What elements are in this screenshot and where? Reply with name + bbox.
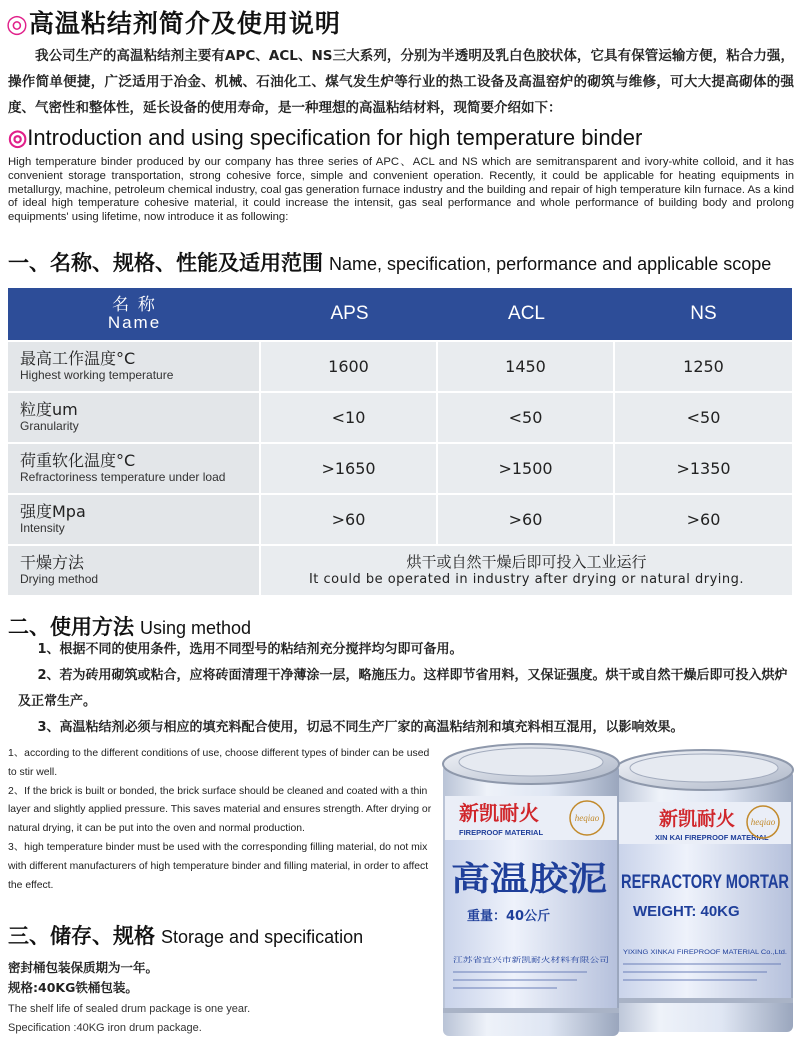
row-label	[8, 342, 261, 391]
storage-line: 密封桶包装保质期为一年。	[8, 960, 159, 975]
table-cell: <10	[261, 393, 438, 442]
right-title-text: REFRACTORY MORTAR	[621, 872, 790, 893]
row-label-en: Highest working temperature	[20, 368, 174, 382]
using-method-en	[8, 745, 440, 895]
list-item: 1、according to the different conditions of use, choose different types of binder can be used to stir well.	[8, 748, 430, 778]
table-row	[8, 495, 792, 544]
intro-body-en: High temperature binder produced by our company has three series of APC、ACL and NS which are semitransparent and ivory-white colloid, and it has convenient storage transportation, strong cohesive force, simple and convenient operation. Recently, it could be applicable for heating equipments in metallurgy, machine, petroleum chemical industry, coal gas generation furnace industry and the building and repair of high temperature kiln furnace. As a kind of ideal high temperature cohesive material, it could increase the intensit, gas seal performance and whole performance of building body and prolong equipments' using lifetime, now introduce it as following:	[8, 156, 794, 224]
table-cell: <50	[615, 393, 792, 442]
right-weight-text: WEIGHT: 40KG	[633, 903, 740, 920]
table-cell: >1500	[438, 444, 615, 493]
row-label	[8, 444, 261, 493]
list-item: 3、high temperature binder must be used with the corresponding filling material, do not mix with different manufacturers of high temperature binder and filling material, in order to affect the effect.	[8, 841, 429, 891]
right-logo-text: heqiao	[750, 817, 776, 827]
col-header-ns: NS	[615, 288, 792, 340]
row-label-cn: 荷重软化温度°C	[20, 451, 136, 470]
table-cell: 1250	[615, 342, 792, 391]
spec-table	[8, 286, 792, 597]
right-maker-text: YIXING XINKAI FIREPROOF MATERIAL Co.,Ltd.	[623, 949, 788, 956]
drying-value-en: It could be operated in industry after drying or natural drying.	[308, 572, 745, 587]
list-item: 2、If the brick is built or bonded, the brick surface should be cleaned and coated with a thin layer and slightly applied pressure. This saves material and ensures strength. After drying or natural drying, it can be put into the oven and normal production.	[8, 785, 432, 835]
circle-bullet-icon: ◎	[8, 125, 28, 150]
right-drum	[615, 750, 793, 1032]
section2-title-en: Using method	[140, 618, 252, 638]
table-cell: >1650	[261, 444, 438, 493]
product-drums-image	[437, 740, 800, 1042]
drying-value-cn: 烘干或自然干燥后即可投入工业运行	[406, 553, 647, 571]
storage-line: The shelf life of sealed drum package is one year.	[8, 1003, 251, 1015]
storage-line: 规格:40KG铁桶包装。	[8, 980, 138, 995]
section1-title	[8, 247, 771, 277]
section3-title-en: Storage and specification	[161, 927, 364, 947]
left-weight-text: 重量：40公斤	[467, 909, 551, 924]
name-header-cn: 名 称	[112, 295, 157, 314]
table-cell: 1600	[261, 342, 438, 391]
intro-title-cn-text: 高温粘结剂简介及使用说明	[28, 9, 341, 38]
drying-method-cell	[261, 546, 792, 595]
table-row-drying	[8, 546, 792, 595]
left-sub-text: FIREPROOF MATERIAL	[459, 828, 544, 837]
left-drum	[443, 744, 619, 1036]
list-item: 1、根据不同的使用条件，选用不同型号的粘结剂充分搅拌均匀即可备用。	[37, 642, 463, 657]
right-brand-text: 新凯耐火	[659, 808, 736, 830]
section3-title	[8, 920, 363, 950]
table-cell: >60	[261, 495, 438, 544]
row-label-en: Granularity	[20, 419, 79, 433]
table-row	[8, 444, 792, 493]
list-item: 3、高温粘结剂必须与相应的填充料配合使用，切忌不同生产厂家的高温粘结剂和填充料相互混用，以影响效果。	[37, 720, 684, 735]
intro-body-cn: 我公司生产的高温粘结剂主要有APC、ACL、NS三大系列，分别为半透明及乳白色胶状体，它具有保管运输方便，粘合力强，操作简单便捷，广泛适用于冶金、机械、石油化工、煤气发生炉等行业的热工设备及高温窑炉的砌筑与维修，可大大提高砌体的强度、气密性和整体性，延长设备的使用寿命，是一种理想的高温粘结材料，现简要介绍如下：	[8, 48, 794, 116]
row-label-cn: 粒度um	[20, 400, 78, 419]
row-label	[8, 393, 261, 442]
left-maker-text: 江苏省宜兴市新凯耐火材料有限公司	[453, 956, 565, 964]
col-header-acl: ACL	[438, 288, 615, 340]
name-header-en: Name	[107, 313, 162, 332]
spec-table-header	[8, 288, 792, 340]
intro-title-en	[8, 125, 642, 151]
table-cell: 1450	[438, 342, 615, 391]
left-brand-text: 新凯耐火	[459, 801, 539, 825]
right-sub-text: XIN KAI FIREPROOF MATERIAL	[655, 833, 769, 842]
row-label-en: Refractoriness temperature under load	[20, 470, 226, 484]
name-header	[8, 288, 261, 340]
row-label-cn: 干燥方法	[20, 553, 85, 572]
left-title-text: 高温胶泥	[451, 859, 607, 898]
table-row	[8, 342, 792, 391]
row-label	[8, 495, 261, 544]
row-label	[8, 546, 261, 595]
storage-en	[8, 1000, 250, 1038]
table-cell: >1350	[615, 444, 792, 493]
table-cell: >60	[615, 495, 792, 544]
section3-title-cn: 三、储存、规格	[8, 924, 155, 948]
row-label-cn: 强度Mpa	[20, 502, 86, 521]
left-logo-text: heqiao	[574, 813, 600, 823]
using-method-cn	[18, 637, 793, 741]
section1-title-cn: 一、名称、规格、性能及适用范围	[8, 251, 323, 275]
intro-title-cn	[6, 4, 341, 40]
section2-title-cn: 二、使用方法	[8, 615, 134, 639]
table-cell: >60	[438, 495, 615, 544]
list-item: 2、若为砖用砌筑或粘合，应将砖面清理干净薄涂一层，略施压力。这样即节省用料，又保证强度。烘干或自然干燥后即可投入烘炉及正常生产。	[18, 668, 788, 709]
table-cell: <50	[438, 393, 615, 442]
intro-title-en-text: Introduction and using specification for high temperature binder	[27, 125, 643, 150]
storage-line: Specification :40KG iron drum package.	[8, 1022, 202, 1034]
col-header-aps: APS	[261, 288, 438, 340]
section1-title-en: Name, specification, performance and applicable scope	[329, 254, 772, 274]
circle-bullet-icon: ◎	[6, 9, 29, 38]
row-label-cn: 最高工作温度°C	[20, 349, 136, 368]
table-row	[8, 393, 792, 442]
storage-cn	[8, 958, 158, 998]
row-label-en: Drying method	[20, 572, 99, 586]
row-label-en: Intensity	[20, 521, 65, 535]
